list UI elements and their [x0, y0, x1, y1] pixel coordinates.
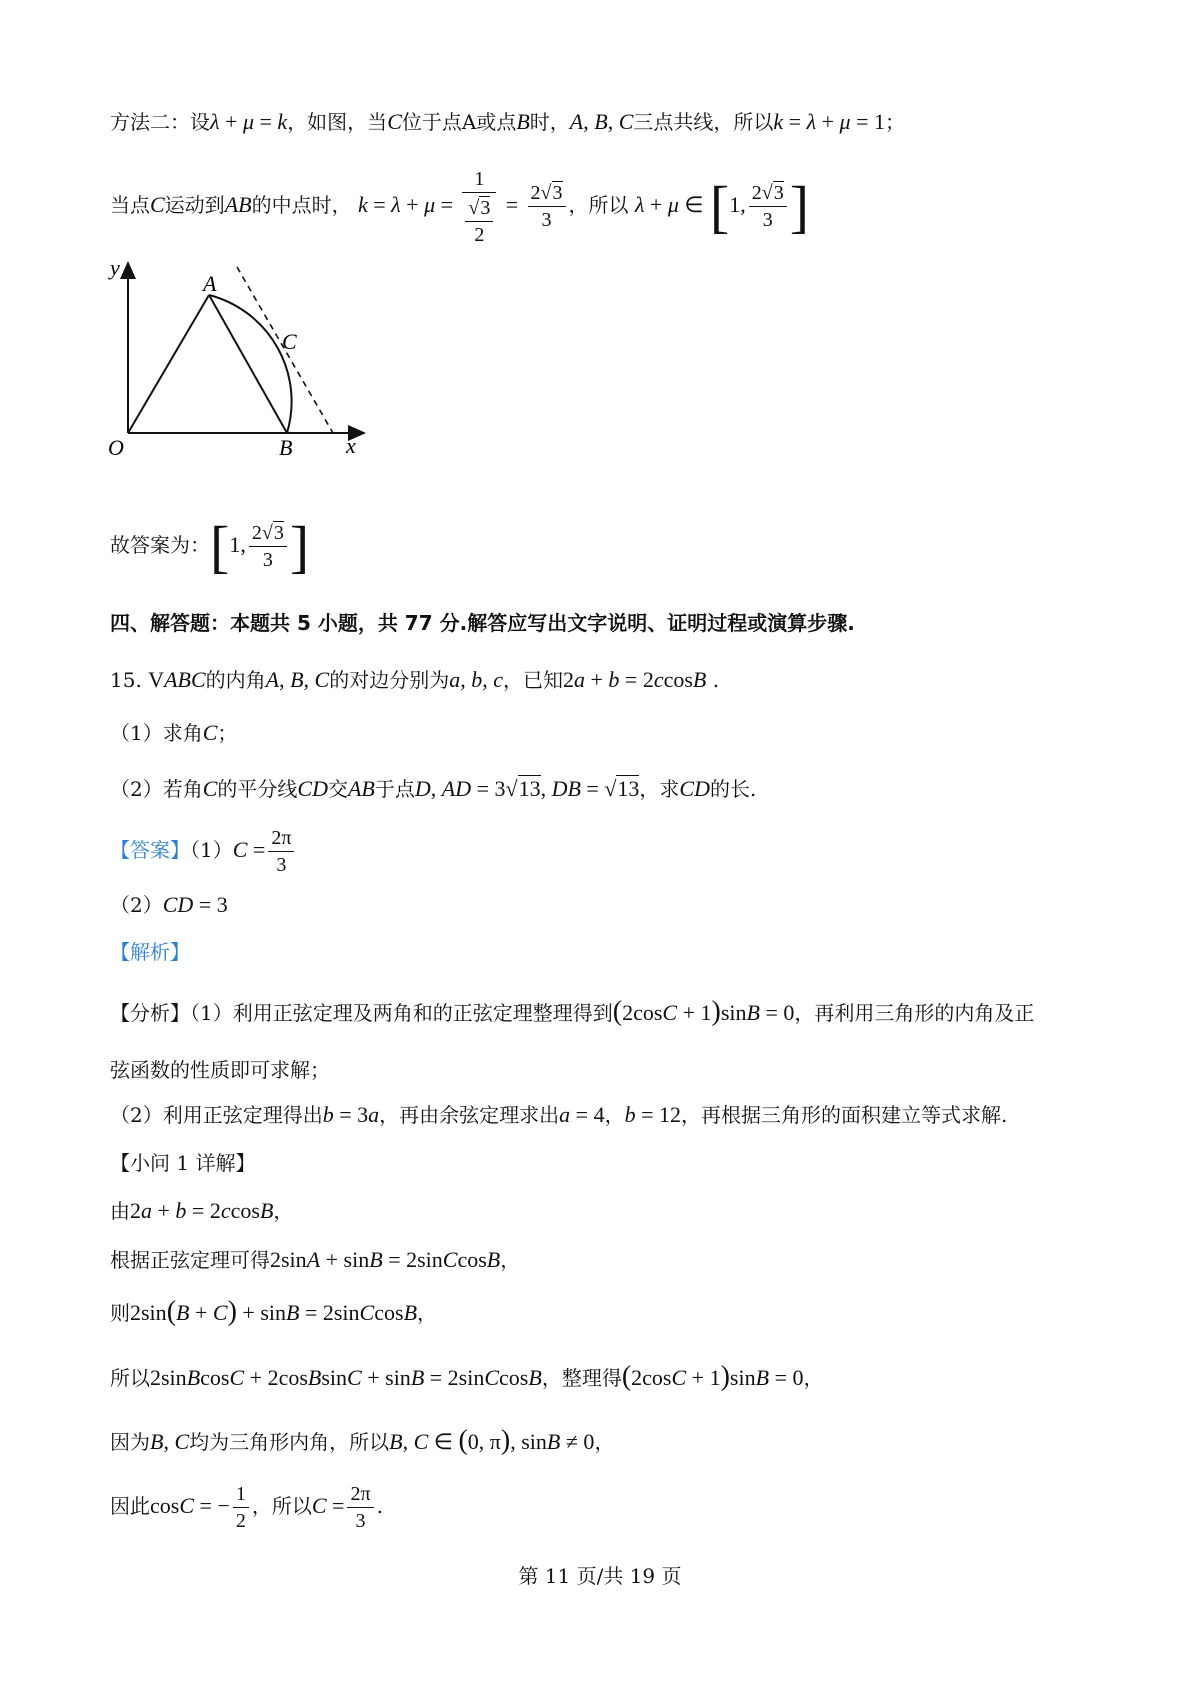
text: 的对边分别为 [329, 668, 450, 692]
label-C: C [282, 329, 297, 354]
text: 交 [327, 777, 348, 801]
text: ，求 [639, 777, 680, 801]
question-15-sub1: （1）求角C； [110, 720, 238, 745]
label-y: y [110, 255, 120, 280]
text: ； [217, 721, 238, 745]
text: ， [604, 1103, 625, 1127]
fraction: $\frac{1}{\frac{√3}{2}}$ [462, 166, 496, 248]
label-A: A [203, 271, 217, 296]
text: 均为三角形内角，所以 [189, 1430, 390, 1454]
detail-step3: 则2sin(B + C) + sinB = 2sinCcosB， [110, 1296, 438, 1327]
text: 的中点时， [251, 193, 352, 217]
text: （1）利用正弦定理及两角和的正弦定理整理得到 [190, 1001, 613, 1025]
detail-step4: 所以2sinBcosC + 2cosBsinC + sinB = 2sinCcosB，整理得(2cosC + 1)sinB = 0， [110, 1361, 824, 1392]
section-heading: 四、解答题：本题共 5 小题，共 77 分.解答应写出文字说明、证明过程或演算步骤. [110, 611, 855, 635]
text: ，如图，当 [287, 110, 388, 134]
text: ，再利用三角形的内角及正 [794, 1001, 1035, 1025]
question-number: 15. [110, 668, 142, 692]
text: ， [594, 1430, 615, 1454]
text: ， [417, 1301, 438, 1325]
text: ，已知 [502, 668, 563, 692]
text: 于点 [374, 777, 415, 801]
text: 故答案为： [110, 533, 210, 557]
segment-OA [128, 295, 209, 433]
label-B: B [279, 435, 293, 460]
detail-step5: 因为B, C均为三角形内角，所以B, C ∈ (0, π), sinB ≠ 0， [110, 1425, 615, 1456]
text: ， [803, 1366, 824, 1390]
label-x: x [346, 433, 356, 458]
text: ，所以 [568, 193, 629, 217]
fraction: $\frac{2√3}{3}$ [528, 180, 566, 233]
text: 的内角 [205, 668, 266, 692]
text: 当点 [110, 193, 150, 217]
method2-line1: 方法二：设λ + μ = k，如图，当C位于点A或点B时，A, B, C三点共线，所以k = λ + μ = 1； [110, 109, 905, 134]
text: ， [500, 1248, 521, 1272]
question-15: 15. VABC的内角A, B, C的对边分别为a, b, c，已知2a + b = 2ccosB . [110, 667, 720, 692]
text: 所以 [110, 1366, 150, 1390]
detail-step2: 根据正弦定理可得2sinA + sinB = 2sinCcosB， [110, 1247, 521, 1272]
text: 则 [110, 1301, 130, 1325]
text: 方法二：设 [110, 110, 210, 134]
geometry-figure [100, 255, 400, 470]
fenxi-line3: （2）利用正弦定理得出b = 3a，再由余弦定理求出a = 4，b = 12，再根据三角形的面积建立等式求解. [110, 1102, 1008, 1127]
text: ，再由余弦定理求出 [379, 1103, 560, 1127]
answer-1: 【答案】（1）C = $\frac{2\pi}{3}$ [110, 820, 297, 880]
text: 运动到 [164, 193, 225, 217]
text: （1） [190, 838, 233, 862]
answer-2: （2）CD = 3 [110, 892, 228, 917]
page-footer: 第 11 页/共 19 页 [518, 1564, 682, 1588]
text: ，整理得 [541, 1366, 622, 1390]
fenxi-tag: 【分析】 [110, 1001, 190, 1025]
detail-tag: 【小问 1 详解】 [110, 1151, 256, 1175]
text: （2） [110, 893, 163, 917]
text: 的平分线 [217, 777, 298, 801]
text: 因此 [110, 1494, 150, 1518]
fenxi-line2: 弦函数的性质即可求解； [110, 1058, 330, 1082]
text: 因为 [110, 1430, 150, 1454]
answer-tag: 【答案】 [110, 838, 190, 862]
detail-step1: 由2a + b = 2ccosB， [110, 1198, 294, 1223]
text: （2）若角 [110, 777, 203, 801]
text: ， [273, 1199, 294, 1223]
text: 由 [110, 1199, 130, 1223]
method2-line2: 当点C运动到AB的中点时， k = λ + μ = $\frac{1}{\frac{√3}{2}}$ = $\frac{2√3}{3}$ ，所以 λ + μ ∈ [1, $\frac{2√3}{3}$ ] [110, 167, 810, 246]
text: ，再根据三角形的面积建立等式求解. [681, 1103, 1008, 1127]
fenxi-line1: 【分析】（1）利用正弦定理及两角和的正弦定理整理得到(2cosC + 1)sinB = 0，再利用三角形的内角及正 [110, 996, 1035, 1027]
text: 位于点A或点 [401, 110, 517, 134]
analysis-tag: 【解析】 [110, 940, 190, 964]
text: 三点共线，所以 [633, 110, 774, 134]
detail-step6: 因此cosC = − $\frac{1}{2}$ ，所以C = $\frac{2\pi}{3}$ . [110, 1483, 383, 1532]
text: 时， [529, 110, 570, 134]
text: （2）利用正弦定理得出 [110, 1103, 323, 1127]
answer-line: 故答案为：[1, $\frac{2√3}{3}$ ] [110, 513, 310, 579]
text: ，所以 [251, 1494, 312, 1518]
label-O: O [108, 435, 124, 460]
segment-AB [209, 295, 287, 433]
question-15-sub2: （2）若角C的平分线CD交AB于点D, AD = 3√13, DB = √13，求CD的长. [110, 776, 757, 801]
text: （1）求角 [110, 721, 203, 745]
text: 的长. [709, 777, 757, 801]
text: 根据正弦定理可得 [110, 1248, 270, 1272]
text: . [376, 1494, 383, 1518]
